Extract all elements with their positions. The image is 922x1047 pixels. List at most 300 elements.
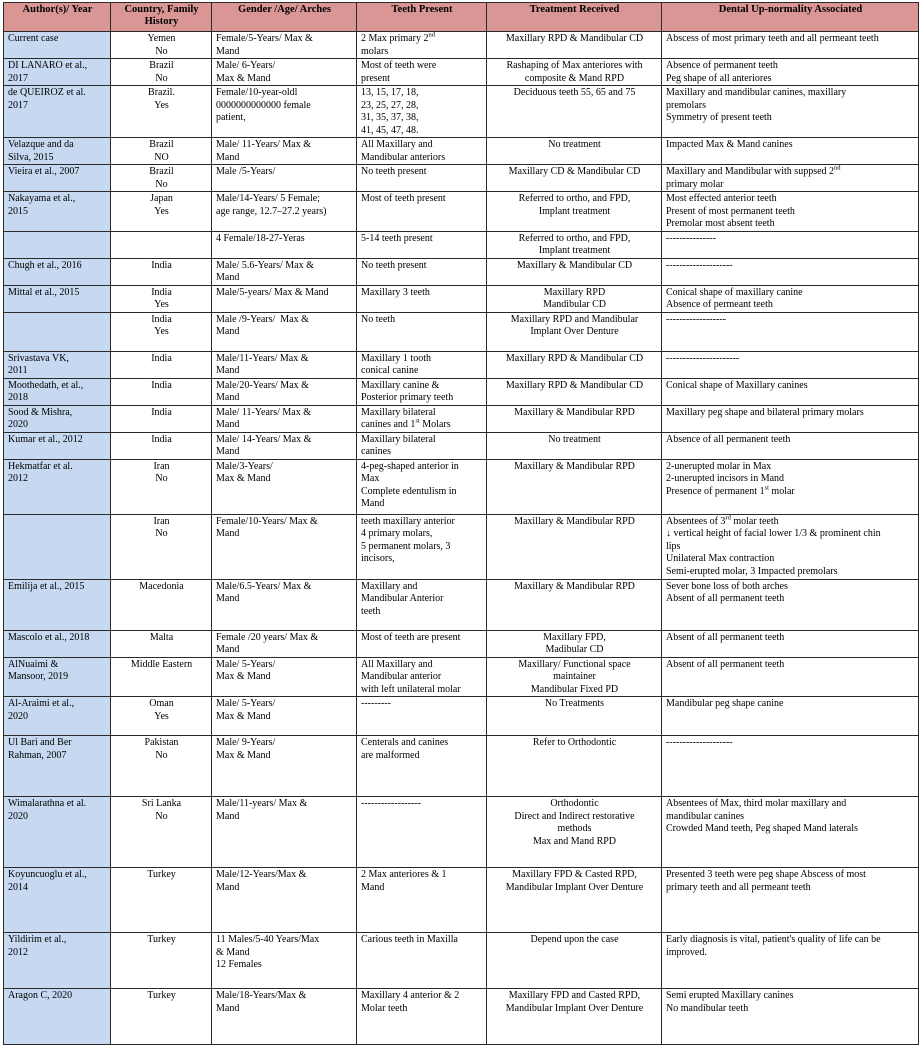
table-row — [4, 351, 919, 378]
gender-age-arches-cell — [212, 165, 357, 192]
abnormality-cell — [662, 378, 919, 405]
cell-line: 12 Females — [216, 959, 262, 970]
treatment-cell — [487, 868, 662, 933]
author-year-cell — [4, 657, 111, 697]
cell-line: Brazil. — [148, 87, 175, 98]
table-row — [4, 459, 919, 514]
cell-line: Maxillary & Mandibular RPD — [514, 460, 635, 472]
cell-line: Depend upon the case — [530, 934, 619, 945]
cell-line: No mandibular teeth — [666, 1002, 749, 1014]
author-year-cell — [4, 514, 111, 579]
cell-line: Semi erupted Maxillary canines — [666, 990, 794, 1001]
cell-line: -------------------- — [666, 259, 733, 271]
author-year-cell — [4, 989, 111, 1045]
literature-review-table — [3, 2, 919, 1045]
cell-line: Kumar et al., 2012 — [8, 433, 83, 445]
abnormality-cell — [662, 630, 919, 657]
teeth-present-cell — [357, 933, 487, 989]
cell-line: Maxillary canine & — [361, 379, 440, 391]
table-row — [4, 258, 919, 285]
teeth-present-cell — [357, 378, 487, 405]
table-row — [4, 868, 919, 933]
treatment-cell — [487, 312, 662, 351]
cell-line: Female/10-Years/ Max & — [216, 515, 318, 527]
cell-line: Mand — [216, 446, 240, 457]
cell-line: 2012 — [8, 473, 28, 484]
treatment-cell — [487, 165, 662, 192]
treatment-cell — [487, 797, 662, 868]
treatment-cell — [487, 138, 662, 165]
author-year-cell — [4, 736, 111, 797]
country-cell — [111, 697, 212, 736]
cell-line: 11 Males/5-40 Years/Max — [216, 934, 320, 945]
header-dental-abnormality: Dental Up-normality Associated — [662, 3, 919, 32]
cell-line: Max — [361, 473, 380, 484]
header-gender-age-arches: Gender /Age/ Arches — [212, 3, 357, 32]
cell-line: --------- — [361, 698, 391, 709]
treatment-cell — [487, 697, 662, 736]
cell-line: Turkey — [147, 990, 176, 1001]
header-country-family-history: Country, Family History — [111, 3, 212, 32]
cell-line: Male/ 14-Years/ Max & — [216, 433, 312, 445]
cell-line: canines and 1st Molars — [361, 417, 451, 430]
cell-line: Implant treatment — [538, 205, 611, 217]
abnormality-cell — [662, 736, 919, 797]
cell-line: All Maxillary and — [361, 658, 433, 670]
cell-line: Mand — [216, 644, 240, 655]
country-cell — [111, 797, 212, 868]
cell-line: No — [155, 528, 168, 539]
abnormality-cell — [662, 32, 919, 59]
cell-line: methods — [557, 823, 592, 834]
cell-line: Moothedath, et al., — [8, 379, 84, 391]
cell-line: No teeth — [361, 313, 396, 325]
treatment-cell — [487, 630, 662, 657]
country-cell — [111, 868, 212, 933]
cell-line: Molar teeth — [361, 1002, 408, 1014]
table-row — [4, 285, 919, 312]
cell-line: primary teeth and all permeant teeth — [666, 881, 811, 893]
cell-line: Mand — [216, 810, 240, 822]
author-year-cell — [4, 312, 111, 351]
cell-line: ↓ vertical height of facial lower 1/3 & prominent chin — [666, 528, 881, 539]
cell-line: Male/6.5-Years/ Max & — [216, 580, 312, 592]
cell-line: Mand — [216, 272, 240, 283]
cell-line: Male/ 9-Years/ — [216, 737, 276, 748]
cell-line: Deciduous teeth 55, 65 and 75 — [513, 87, 636, 98]
cell-line: NO — [154, 151, 169, 163]
gender-age-arches-cell — [212, 312, 357, 351]
cell-line: Mansoor, 2019 — [8, 671, 69, 682]
cell-line: 2012 — [8, 946, 28, 958]
cell-line: 2015 — [8, 205, 28, 217]
teeth-present-cell — [357, 258, 487, 285]
cell-line: Absentees of 3rd molar teeth — [666, 514, 779, 527]
teeth-present-cell — [357, 165, 487, 192]
cell-line: Most of teeth present — [361, 193, 446, 204]
cell-line: 2020 — [8, 710, 28, 722]
cell-line: Carious teeth in Maxilla — [361, 934, 458, 945]
cell-line: Turkey — [147, 869, 176, 880]
cell-line: Most of teeth were — [361, 60, 437, 71]
cell-line: Mand — [361, 498, 385, 509]
cell-line: Direct and Indirect restorative — [514, 810, 635, 822]
cell-line: 5 permanent molars, 3 — [361, 540, 451, 552]
cell-line: India — [151, 313, 172, 325]
country-cell — [111, 86, 212, 138]
cell-line: Mandibular CD — [542, 299, 607, 310]
cell-line: 2-unerupted incisors in Mand — [666, 473, 785, 484]
abnormality-cell — [662, 192, 919, 232]
teeth-present-cell — [357, 514, 487, 579]
teeth-present-cell — [357, 138, 487, 165]
country-cell — [111, 657, 212, 697]
cell-line: No Treatments — [544, 698, 605, 709]
teeth-present-cell — [357, 630, 487, 657]
cell-line: Posterior primary teeth — [361, 392, 454, 403]
ordinal-suffix: rd — [725, 514, 731, 522]
teeth-present-cell — [357, 868, 487, 933]
teeth-present-cell — [357, 312, 487, 351]
table-row — [4, 989, 919, 1045]
cell-line: Mandibular Fixed PD — [530, 683, 619, 695]
cell-line: Absent of all permanent teeth — [666, 593, 785, 604]
cell-line: Implant Over Denture — [530, 326, 619, 337]
abnormality-cell — [662, 989, 919, 1045]
cell-line: Conical shape of maxillary canine — [666, 286, 803, 298]
cell-line: Male/18-Years/Max & — [216, 990, 307, 1001]
cell-line: Maxillary RPD & Mandibular CD — [505, 379, 644, 391]
cell-line: All Maxillary and — [361, 139, 433, 150]
author-year-cell — [4, 378, 111, 405]
cell-line: 2020 — [8, 810, 28, 822]
cell-line: Maxillary and — [361, 580, 418, 592]
cell-line: Silva, 2015 — [8, 151, 54, 163]
table-row — [4, 933, 919, 989]
table-row — [4, 697, 919, 736]
cell-line: Maxillary CD & Mandibular CD — [508, 166, 641, 177]
treatment-cell — [487, 32, 662, 59]
cell-line: Iran — [153, 460, 170, 472]
cell-line: 23, 25, 27, 28, — [361, 99, 419, 111]
teeth-present-cell — [357, 736, 487, 797]
author-year-cell — [4, 432, 111, 459]
treatment-cell — [487, 86, 662, 138]
cell-line: Mand — [216, 1002, 240, 1014]
abnormality-cell — [662, 351, 919, 378]
cell-line: Yes — [154, 710, 169, 722]
cell-line: Maxillary & Mandibular RPD — [514, 580, 635, 592]
abnormality-cell — [662, 432, 919, 459]
cell-line: Premolar most absent teeth — [666, 218, 775, 229]
gender-age-arches-cell — [212, 86, 357, 138]
gender-age-arches-cell — [212, 378, 357, 405]
author-year-cell — [4, 138, 111, 165]
country-cell — [111, 32, 212, 59]
cell-line: Mand — [216, 528, 240, 539]
cell-line: Vieira et al., 2007 — [8, 166, 80, 177]
cell-line: 5-14 teeth present — [361, 232, 433, 244]
country-cell — [111, 138, 212, 165]
cell-line: India — [151, 433, 172, 445]
cell-line: Male/14-Years/ 5 Female; — [216, 193, 320, 204]
cell-line: Brazil — [149, 139, 174, 150]
gender-age-arches-cell — [212, 736, 357, 797]
cell-line: India — [151, 352, 172, 364]
cell-line: Male /9-Years/ Max & — [216, 313, 309, 325]
cell-line: No treatment — [548, 433, 601, 445]
table-row — [4, 579, 919, 630]
cell-line: Mandibular peg shape canine — [666, 698, 784, 709]
gender-age-arches-cell — [212, 657, 357, 697]
author-year-cell — [4, 32, 111, 59]
cell-line: Velazque and da — [8, 139, 74, 150]
cell-line: No — [155, 473, 168, 484]
abnormality-cell — [662, 797, 919, 868]
author-year-cell — [4, 630, 111, 657]
cell-line: Mand — [216, 881, 240, 893]
gender-age-arches-cell — [212, 432, 357, 459]
cell-line: Maxillary and mandibular canines, maxillary — [666, 87, 847, 98]
treatment-cell — [487, 351, 662, 378]
cell-line: --------------- — [666, 232, 716, 244]
cell-line: India — [151, 259, 172, 271]
cell-line: Male/3-Years/ — [216, 460, 273, 472]
cell-line: Male/ 11-Years/ Max & — [216, 406, 311, 418]
treatment-cell — [487, 432, 662, 459]
cell-line: Rahman, 2007 — [8, 749, 67, 761]
cell-line: are malformed — [361, 749, 420, 761]
cell-line: ---------------------- — [666, 352, 740, 364]
table-row — [4, 32, 919, 59]
country-cell — [111, 231, 212, 258]
cell-line: Absentees of Max, third molar maxillary and — [666, 798, 847, 809]
cell-line: Maxillary RPD and Mandibular — [510, 313, 639, 325]
cell-line: Absent of all permanent teeth — [666, 631, 785, 643]
cell-line: No — [155, 72, 168, 84]
teeth-present-cell — [357, 285, 487, 312]
cell-line: Yes — [154, 299, 169, 310]
cell-line: Mand — [216, 151, 240, 163]
header-teeth-present: Teeth Present — [357, 3, 487, 32]
treatment-cell — [487, 657, 662, 697]
cell-line: Iran — [153, 515, 170, 527]
cell-line: 4-peg-shaped anterior in — [361, 460, 459, 472]
gender-age-arches-cell — [212, 32, 357, 59]
author-year-cell — [4, 351, 111, 378]
cell-line: Max and Mand RPD — [532, 835, 617, 847]
abnormality-cell — [662, 231, 919, 258]
gender-age-arches-cell — [212, 138, 357, 165]
table-row — [4, 657, 919, 697]
author-year-cell — [4, 697, 111, 736]
cell-line: Impacted Max & Mand canines — [666, 139, 793, 150]
abnormality-cell — [662, 258, 919, 285]
cell-line: maintainer — [553, 671, 596, 682]
table-row — [4, 192, 919, 232]
cell-line: Male/11-Years/ Max & — [216, 352, 309, 364]
abnormality-cell — [662, 405, 919, 432]
cell-line: Koyuncuoglu et al., — [8, 869, 87, 880]
treatment-cell — [487, 989, 662, 1045]
cell-line: Srivastava VK, — [8, 352, 69, 364]
cell-line: Peg shape of all anteriores — [666, 72, 772, 84]
cell-line: Maxillary bilateral — [361, 406, 436, 418]
cell-line: Rashaping of Max anteriores with — [506, 60, 643, 71]
cell-line: Madibular CD — [545, 644, 604, 655]
cell-line: teeth maxillary anterior — [361, 515, 455, 527]
cell-line: Presence of permanent 1st molar — [666, 484, 795, 497]
gender-age-arches-cell — [212, 797, 357, 868]
gender-age-arches-cell — [212, 514, 357, 579]
cell-line: Symmetry of present teeth — [666, 112, 772, 123]
table-row — [4, 165, 919, 192]
cell-line: 4 primary molars, — [361, 528, 433, 539]
cell-line: Maxillary peg shape and bilateral primary molars — [666, 406, 864, 418]
cell-line: canines — [361, 446, 391, 457]
treatment-cell — [487, 459, 662, 514]
author-year-cell — [4, 258, 111, 285]
author-year-cell — [4, 59, 111, 86]
cell-line: Maxillary & Mandibular RPD — [514, 515, 635, 527]
cell-line: No treatment — [548, 139, 601, 150]
gender-age-arches-cell — [212, 989, 357, 1045]
gender-age-arches-cell — [212, 579, 357, 630]
cell-line: Early diagnosis is vital, patient's quality of life can be — [666, 934, 881, 945]
cell-line: Max & Mand — [216, 710, 271, 722]
cell-line: Male/ 5-Years/ — [216, 658, 276, 670]
author-year-cell — [4, 285, 111, 312]
teeth-present-cell — [357, 32, 487, 59]
teeth-present-cell — [357, 351, 487, 378]
cell-line: Maxillary RPD & Mandibular CD — [505, 352, 644, 364]
country-cell — [111, 989, 212, 1045]
table-row — [4, 432, 919, 459]
cell-line: composite & Mand RPD — [524, 72, 625, 84]
country-cell — [111, 933, 212, 989]
country-cell — [111, 630, 212, 657]
cell-line: 2014 — [8, 881, 28, 893]
cell-line: Max & Mand — [216, 473, 271, 484]
teeth-present-cell — [357, 231, 487, 258]
teeth-present-cell — [357, 86, 487, 138]
country-cell — [111, 432, 212, 459]
cell-line: Aragon C, 2020 — [8, 990, 73, 1001]
cell-line: Absent of all permanent teeth — [666, 658, 785, 670]
cell-line: Turkey — [147, 934, 176, 945]
abnormality-cell — [662, 579, 919, 630]
treatment-cell — [487, 514, 662, 579]
cell-line: Semi-erupted molar, 3 Impacted premolars — [666, 565, 838, 577]
cell-line: Oman — [149, 698, 174, 709]
cell-line: Female /20 years/ Max & — [216, 631, 319, 643]
cell-line: Implant treatment — [538, 245, 611, 256]
cell-line: Mand — [216, 326, 240, 337]
cell-line: Male/11-years/ Max & — [216, 798, 308, 809]
cell-line: 2-unerupted molar in Max — [666, 460, 772, 472]
table-body — [4, 32, 919, 1045]
treatment-cell — [487, 933, 662, 989]
cell-line: India — [151, 379, 172, 391]
treatment-cell — [487, 258, 662, 285]
cell-line: 4 Female/18-27-Yeras — [216, 232, 305, 244]
cell-line: Yemen — [147, 33, 176, 44]
cell-line: Mandibular Implant Over Denture — [505, 881, 644, 893]
treatment-cell — [487, 405, 662, 432]
cell-line: Maxillary RPD & Mandibular CD — [505, 33, 644, 44]
cell-line: Mittal et al., 2015 — [8, 286, 80, 298]
author-year-cell — [4, 86, 111, 138]
cell-line: Refer to Orthodontic — [532, 737, 617, 748]
cell-line: No — [155, 178, 168, 190]
abnormality-cell — [662, 138, 919, 165]
table-row — [4, 736, 919, 797]
gender-age-arches-cell — [212, 258, 357, 285]
table-row — [4, 797, 919, 868]
cell-line: Absence of permanent teeth — [666, 60, 778, 71]
cell-line: Conical shape of Maxillary canines — [666, 379, 808, 391]
table-row — [4, 378, 919, 405]
cell-line: Sever bone loss of both arches — [666, 580, 788, 592]
cell-line: premolars — [666, 99, 706, 111]
cell-line: Maxillary & Mandibular RPD — [514, 406, 635, 418]
cell-line: Emilija et al., 2015 — [8, 580, 85, 592]
cell-line: teeth — [361, 605, 381, 617]
treatment-cell — [487, 192, 662, 232]
country-cell — [111, 579, 212, 630]
table-row — [4, 138, 919, 165]
teeth-present-cell — [357, 432, 487, 459]
treatment-cell — [487, 59, 662, 86]
teeth-present-cell — [357, 989, 487, 1045]
cell-line: Hekmatfar et al. — [8, 460, 73, 472]
teeth-present-cell — [357, 579, 487, 630]
cell-line: Maxillary/ Functional space — [518, 658, 631, 670]
cell-line: Unilateral Max contraction — [666, 553, 775, 564]
gender-age-arches-cell — [212, 697, 357, 736]
cell-line: 2017 — [8, 99, 28, 111]
table-row — [4, 59, 919, 86]
cell-line: Male/ 5.6-Years/ Max & — [216, 259, 314, 271]
cell-line: patient, — [216, 112, 246, 123]
gender-age-arches-cell — [212, 59, 357, 86]
gender-age-arches-cell — [212, 192, 357, 232]
country-cell — [111, 514, 212, 579]
cell-line: 2 Max anteriores & 1 — [361, 869, 447, 880]
ordinal-suffix: st — [415, 417, 420, 425]
cell-line: Maxillary bilateral — [361, 433, 436, 445]
cell-line: India — [151, 286, 172, 298]
cell-line: Abscess of most primary teeth and all permeant teeth — [666, 33, 879, 44]
country-cell — [111, 459, 212, 514]
cell-line: conical canine — [361, 365, 419, 376]
cell-line: Maxillary RPD — [543, 286, 606, 298]
cell-line: Mand — [361, 881, 385, 893]
cell-line: Mand — [216, 392, 240, 403]
cell-line: Male/ 5-Years/ — [216, 698, 276, 709]
cell-line: Chugh et al., 2016 — [8, 259, 82, 271]
cell-line: 13, 15, 17, 18, — [361, 87, 419, 98]
cell-line: Macedonia — [139, 580, 184, 592]
cell-line: Maxillary FPD & Casted RPD, — [512, 869, 637, 880]
country-cell — [111, 351, 212, 378]
cell-line: mandibular canines — [666, 810, 745, 822]
abnormality-cell — [662, 933, 919, 989]
author-year-cell — [4, 868, 111, 933]
cell-line: Mand — [216, 45, 240, 57]
abnormality-cell — [662, 868, 919, 933]
header-author-year: Author(s)/ Year — [4, 3, 111, 32]
